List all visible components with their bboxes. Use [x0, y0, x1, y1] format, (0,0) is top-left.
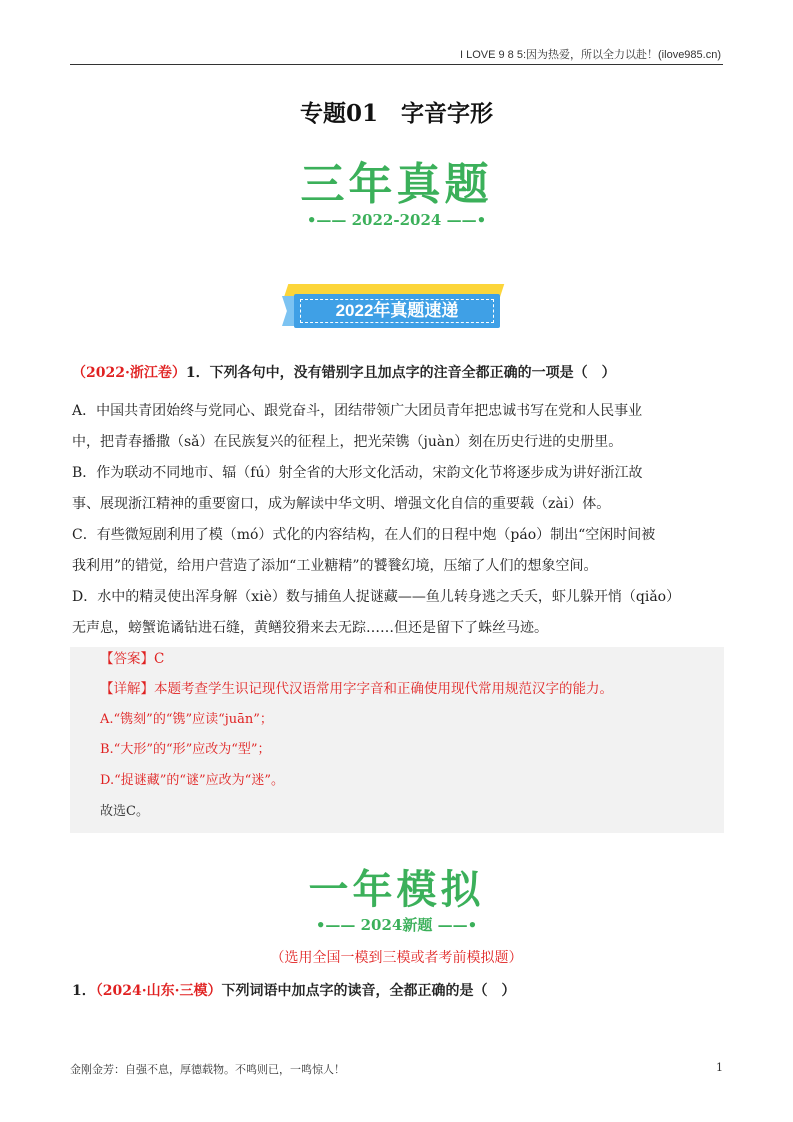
answer-box: [70, 647, 724, 833]
answer-label: 【答案】C: [100, 651, 165, 667]
option-b-line2: 事、展现浙江精神的重要窗口，成为解读中华文明、增强文化自信的重要载（zài）体。: [72, 496, 611, 512]
option-b: [72, 458, 724, 520]
banner-body: [294, 294, 500, 328]
section2-subtitle: [0, 914, 793, 935]
option-d-line2: 无声息，螃蟹诡谲钻进石缝，黄鳝狡猾来去无踪……但还是留下了蛛丝马迹。: [72, 620, 548, 636]
question1-source: （2022·浙江卷）: [72, 365, 186, 381]
section2-subtitle-text: 2024新题: [360, 916, 433, 934]
section1-subtitle: [0, 211, 793, 229]
answer-detail: 【详解】本题考查学生识记现代汉语常用字字音和正确使用现代常用规范汉字的能力。: [100, 681, 613, 697]
answer-line-d: D.“捉谜藏”的“谜”应改为“迷”。: [100, 773, 284, 788]
decor-line-left-2: •——: [315, 916, 361, 934]
option-b-line1: B．作为联动不同地市、辐（fú）射全省的大形文化活动，宋韵文化节将逐步成为讲好浙江故: [72, 465, 643, 481]
decor-line-left: •——: [306, 211, 352, 229]
question1-stem: [72, 358, 722, 389]
header-rule: [70, 64, 723, 65]
option-d-line1: D．水中的精灵使出浑身解（xiè）数与捕鱼人捉谜藏——鱼儿转身逃之夭夭，虾儿躲开悄（qiǎo）: [72, 589, 681, 605]
banner-label: 2022年真题速递: [335, 301, 459, 320]
header-text: I LOVE 9 8 5:因为热爱，所以全力以赴！(ilove985.cn): [459, 49, 721, 61]
year-banner: [282, 284, 512, 332]
option-a-line2: 中，把青春播撒（sǎ）在民族复兴的征程上，把光荣镌（juàn）刻在历史行进的史册里。: [72, 434, 623, 450]
question2-source: （2024·山东·三模）: [95, 983, 222, 999]
answer-conclusion: 故选C。: [100, 804, 149, 819]
option-d: [72, 582, 724, 644]
question2-number: 1．: [72, 983, 96, 999]
section1-subtitle-text: 2022-2024: [351, 211, 442, 229]
option-a-line1: A．中国共青团始终与党同心、跟党奋斗，团结带领广大团员青年把忠诚书写在党和人民事业: [72, 403, 643, 419]
section1-title: 三年真题: [300, 159, 493, 210]
question1-text: 1．下列各句中，没有错别字且加点字的注音全都正确的一项是（ ）: [185, 365, 616, 381]
footer-motto: 金刚金芳：自强不息，厚德载物。不鸣则已，一鸣惊人！: [70, 1063, 345, 1076]
page-title: 专题01 字音字形: [299, 100, 493, 127]
answer-line-b: B.“大形”的“形”应改为“型”；: [100, 742, 271, 757]
section2-title: 一年模拟: [308, 867, 485, 913]
option-a: [72, 396, 724, 458]
decor-line-right-2: ——•: [432, 916, 478, 934]
answer-line-a: A.“镌刻”的“镌”应读“juān”；: [100, 712, 273, 727]
option-c: [72, 520, 724, 582]
page-number: 1: [716, 1061, 723, 1074]
question2-text: 下列词语中加点字的读音，全都正确的是（ ）: [221, 983, 516, 999]
section2-note: （选用全国一模到三模或者考前模拟题）: [270, 950, 523, 966]
question2-stem: [72, 976, 722, 1007]
option-c-line2: 我利用”的错觉，给用户营造了添加“工业糖精”的饕餮幻境，压缩了人们的想象空间。: [72, 558, 598, 574]
option-c-line1: C．有些微短剧利用了模（mó）式化的内容结构，在人们的日程中炮（páo）制出“空闲时间被: [72, 527, 656, 543]
decor-line-right: ——•: [441, 211, 487, 229]
